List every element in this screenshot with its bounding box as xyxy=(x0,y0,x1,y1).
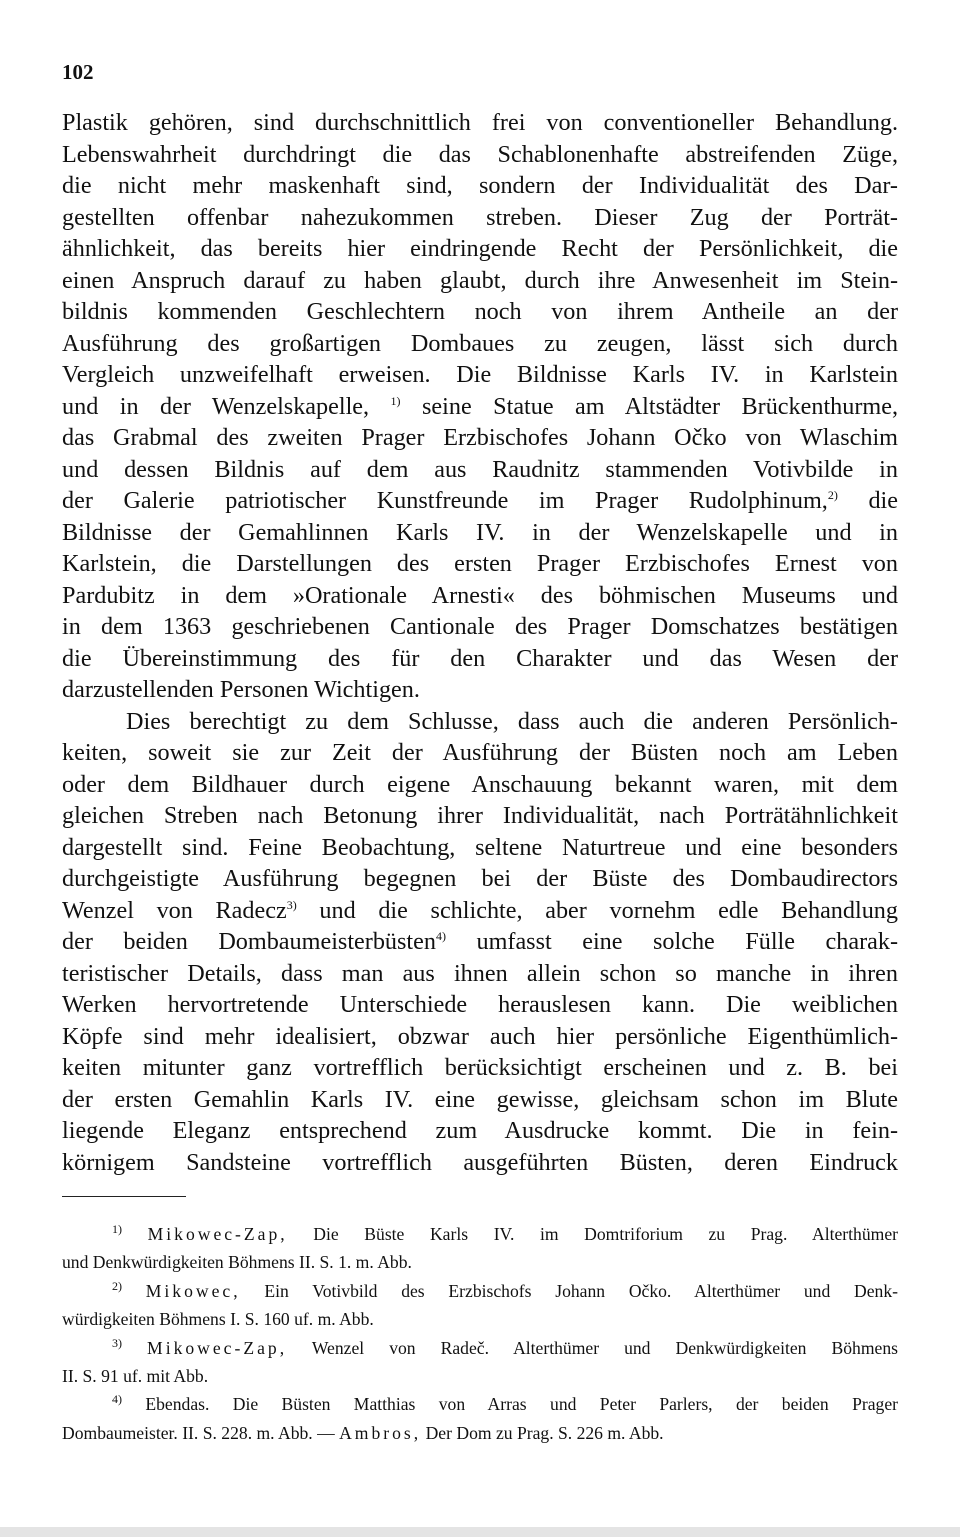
footnote-3-cont: II. S. 91 uf. mit Abb. xyxy=(62,1365,209,1386)
footnote-2-cont: würdigkeiten Böhmens I. S. 160 uf. m. Abb. xyxy=(62,1309,374,1330)
body-text xyxy=(62,107,898,1178)
text-line: dargestellt sind. Feine Beobachtung, seltene Naturtreue und eine besonders xyxy=(62,833,898,861)
text-line: und dessen Bildnis auf dem aus Raudnitz stammenden Votivbilde in xyxy=(62,455,898,483)
footnote-4 xyxy=(62,1390,898,1418)
text-line: die nicht mehr maskenhaft sind, sondern der Individualität des Dar- xyxy=(62,172,898,199)
footnote-divider xyxy=(62,1196,186,1197)
text-line: liegende Eleganz entsprechend zum Ausdrucke kommt. Die in fein- xyxy=(62,1117,898,1144)
line-text: umfasst eine solche Fülle charak- xyxy=(476,928,899,955)
text-line: gestellten offenbar nahezukommen streben. Dieser Zug der Porträt- xyxy=(62,203,898,231)
line-text: der Galerie patriotischer Kunstfreunde im Prager Rudolphinum, xyxy=(62,487,828,514)
text-line: ähnlichkeit, das bereits hier eindringende Recht der Persönlichkeit, die xyxy=(62,235,898,262)
footnote-ref: 4) xyxy=(435,928,446,943)
line-text: und in der Wenzelskapelle, xyxy=(62,392,370,420)
paragraph-start-line: Dies berechtigt zu dem Schlusse, dass auch die anderen Persönlich- xyxy=(126,707,898,735)
page-number: 102 xyxy=(62,60,94,84)
footnote-ref: 1) xyxy=(390,393,401,408)
text-line: Plastik gehören, sind durchschnittlich frei von conventioneller Behandlung. xyxy=(62,109,898,136)
text-line: keiten, soweit sie zur Zeit der Ausführung der Büsten noch am Leben xyxy=(62,739,898,766)
footnote-2 xyxy=(62,1277,898,1305)
footnote-author: Ambros, xyxy=(339,1422,422,1443)
footnote-mark: 2) xyxy=(112,1278,122,1293)
text-line: Köpfe sind mehr idealisiert, obzwar auch hier persönliche Eigenthümlich- xyxy=(62,1022,898,1050)
line-text: der beiden Dombaumeisterbüsten xyxy=(62,928,436,955)
text-line: keiten mitunter ganz vortrefflich berücksichtigt erscheinen und z. B. bei xyxy=(62,1054,898,1081)
footnote-author: Mikowec-Zap, xyxy=(147,1224,288,1244)
footnote-text: Wenzel von Radeč. Alterthümer und Denkwürdigkeiten Böhmens xyxy=(311,1337,898,1358)
footnote-4-cont xyxy=(62,1419,898,1447)
footnote-author: Mikowec, xyxy=(145,1280,241,1301)
text-line: bildnis kommenden Geschlechtern noch von ihrem Antheile an der xyxy=(62,298,898,325)
text-line: körnigem Sandsteine vortrefflich ausgeführten Büsten, deren Eindruck xyxy=(62,1148,898,1176)
footnote-1-cont: und Denkwürdigkeiten Böhmens II. S. 1. m. Abb. xyxy=(62,1252,412,1273)
text-line xyxy=(62,485,898,517)
footnote-mark: 4) xyxy=(112,1392,122,1407)
text-line: Vergleich unzweifelhaft erweisen. Die Bildnisse Karls IV. in Karlstein xyxy=(62,361,898,388)
line-text: seine Statue am Altstädter Brückenthurme, xyxy=(422,392,899,420)
footnote-mark: 3) xyxy=(112,1335,122,1350)
scan-border xyxy=(0,1527,960,1537)
text-line: die Übereinstimmung des für den Charakter und das Wesen der xyxy=(62,644,898,672)
text-line: Karlstein, die Darstellungen des ersten Prager Erzbischofes Ernest von xyxy=(62,550,898,577)
text-line: das Grabmal des zweiten Prager Erzbischofes Johann Očko von Wlaschim xyxy=(62,424,898,451)
text-line: Lebenswahrheit durchdringt die das Schablonenhafte abstreifenden Züge, xyxy=(62,140,898,168)
text-line: durchgeistigte Ausführung begegnen bei der Büste des Dombaudirectors xyxy=(62,865,898,892)
text-line: Ausführung des großartigen Dombaues zu zeugen, lässt sich durch xyxy=(62,329,898,357)
footnote-ref: 3) xyxy=(286,897,297,912)
footnote-1 xyxy=(62,1220,898,1248)
text-line: gleichen Streben nach Betonung ihrer Individualität, nach Porträtähnlichkeit xyxy=(62,802,898,829)
text-line: Bildnisse der Gemahlinnen Karls IV. in der Wenzelskapelle und in xyxy=(62,518,898,546)
text-line: in dem 1363 geschriebenen Cantionale des Prager Domschatzes bestätigen xyxy=(62,613,898,640)
text-line: teristischer Details, dass man aus ihnen allein schon so manche in ihren xyxy=(62,959,898,987)
text-line xyxy=(62,926,898,958)
line-text: die xyxy=(868,487,899,514)
footnote-text: Dombaumeister. II. S. 228. m. Abb. — xyxy=(62,1422,335,1443)
text-line xyxy=(62,895,898,927)
text-line: einen Anspruch darauf zu haben glaubt, durch ihre Anwesenheit im Stein- xyxy=(62,266,898,294)
line-text: und die schlichte, aber vornehm edle Behandlung xyxy=(319,896,898,924)
line-text: Wenzel von Radecz xyxy=(62,896,287,924)
text-line: Werken hervortretende Unterschiede herauslesen kann. Die weiblichen xyxy=(62,991,898,1018)
footnote-text: Der Dom zu Prag. S. 226 m. Abb. xyxy=(425,1422,664,1443)
footnote-ref: 2) xyxy=(827,487,838,502)
text-line: Pardubitz in dem »Orationale Arnesti« des böhmischen Museums und xyxy=(62,581,898,609)
footnotes xyxy=(62,1220,898,1447)
text-line: oder dem Bildhauer durch eigene Anschauung bekannt waren, mit dem xyxy=(62,770,898,798)
footnote-3 xyxy=(62,1334,898,1362)
footnote-mark: 1) xyxy=(112,1222,122,1237)
text-line xyxy=(62,391,898,423)
footnote-text: Die Büste Karls IV. im Domtriforium zu Prag. Alterthümer xyxy=(313,1224,898,1244)
text-line: der ersten Gemahlin Karls IV. eine gewisse, gleichsam schon im Blute xyxy=(62,1085,898,1113)
text-line: darzustellenden Personen Wichtigen. xyxy=(62,676,420,703)
footnote-author: Mikowec-Zap, xyxy=(147,1337,288,1358)
footnote-text: Ein Votivbild des Erzbischofs Johann Očko. Alterthümer und Denk- xyxy=(264,1280,898,1301)
footnote-text: Ebendas. Die Büsten Matthias von Arras und Peter Parlers, der beiden Prager xyxy=(145,1394,898,1415)
